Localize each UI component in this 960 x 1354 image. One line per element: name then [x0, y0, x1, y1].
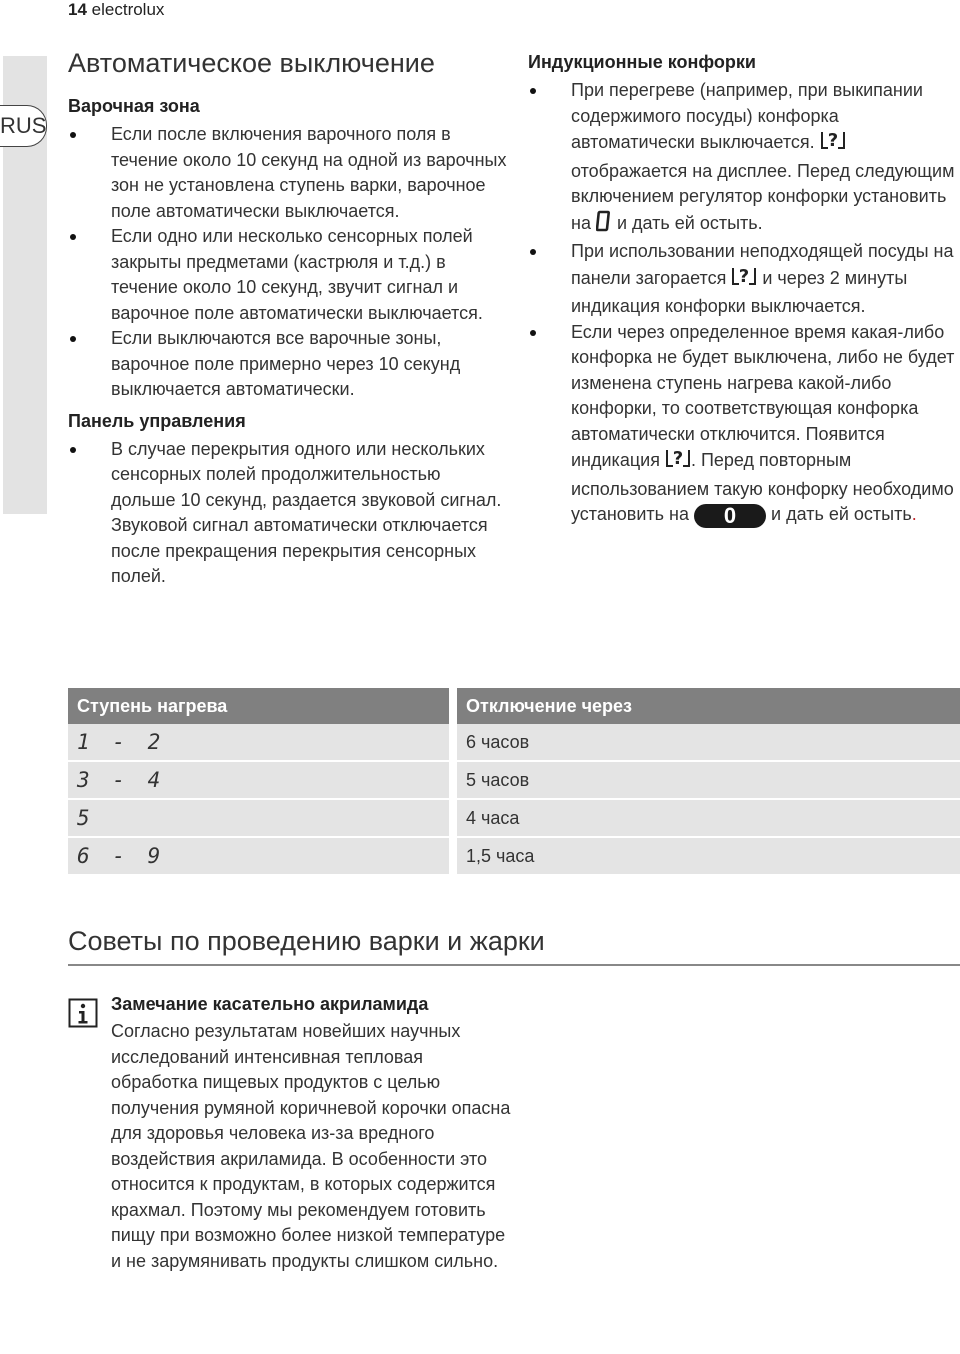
heat-level-cell: 5	[68, 799, 453, 837]
svg-text:?: ?	[827, 130, 838, 151]
right-column	[528, 50, 960, 528]
left-column	[68, 94, 508, 590]
cooking-zone-list	[68, 122, 508, 403]
off-after-cell: 6 часов	[453, 724, 960, 761]
induction-list	[528, 78, 960, 528]
unsuitable-cookware-icon	[731, 265, 757, 295]
heat-level-cell: 1 - 2	[68, 724, 453, 761]
brand-name: electrolux	[91, 0, 165, 19]
heat-level-table	[68, 688, 960, 874]
residual-heat-warning-icon	[820, 129, 846, 159]
table-row	[68, 799, 960, 837]
info-icon	[68, 998, 98, 1033]
column-header-heat-level: Ступень нагрева	[68, 688, 453, 724]
heat-level-cell: 6 - 9	[68, 837, 453, 874]
zero-setting-key: 0	[694, 504, 766, 528]
heading-induction: Индукционные конфорки	[528, 52, 756, 72]
note-body: Согласно результатам новейших научных исследований интенсивная тепловая обработка пищевых продуктов с целью получения румяной коричневой корочки опасна для здоровья человека из-за вредного воздействия акриламида. В особенности это относится к продуктам, в которых содержится крахмал. Поэтому мы рекомендуем готовить пищу при возможно более низкой температуре и не зарумянивать продукты слишком сильно.	[111, 1021, 511, 1271]
column-header-off-after: Отключение через	[453, 688, 960, 724]
page-number: 14	[68, 0, 87, 19]
off-after-cell: 4 часа	[453, 799, 960, 837]
section-title-auto-off: Автоматическое выключение	[68, 48, 435, 78]
svg-text:?: ?	[672, 448, 684, 469]
acrylamide-note	[111, 994, 511, 1274]
heat-level-cell: 3 - 4	[68, 761, 453, 799]
list-item: В случае перекрытия одного или нескольких сенсорных полей продолжительностью дольше 10 секунд, раздается звуковой сигнал. Звуковой сигнал автоматически отключается после прекращения перекрытия сенсорных полей.	[68, 437, 508, 590]
page-header	[68, 0, 164, 20]
table-row	[68, 837, 960, 874]
segment-zero-icon	[596, 210, 612, 240]
list-item: Если после включения варочного поля в течение около 10 секунд на одной из варочных зон не установлена ступень варки, варочное поле автоматически выключается.	[68, 122, 508, 224]
section-title-tips: Советы по проведению варки и жарки	[68, 926, 545, 956]
auto-off-indicator-icon	[665, 447, 691, 477]
heading-cooking-zone: Варочная зона	[68, 96, 200, 116]
list-item: Если через определенное время какая-либо конфорка не будет выключена, либо не будет изменена ступень нагрева какой-либо конфорки, то соответствующая конфорка автоматически отключится. Появится индикация ? . Перед повторным использованием такую конфорку необходимо установить на 0 и дать ей остыть.	[528, 320, 960, 529]
off-after-cell: 5 часов	[453, 761, 960, 799]
list-item: При использовании неподходящей посуды на панели загорается ? и через 2 минуты индикация конфорки выключается.	[528, 239, 960, 320]
table-row	[68, 724, 960, 761]
list-item: Если одно или несколько сенсорных полей закрыты предметами (кастрюля и т.д.) в течение около 10 секунд, звучит сигнал и варочное поле автоматически выключается.	[68, 224, 508, 326]
language-tab: RUS	[0, 105, 47, 147]
list-item: Если выключаются все варочные зоны, варочное поле примерно через 10 секунд выключается автоматически.	[68, 326, 508, 403]
svg-text:?: ?	[739, 265, 750, 287]
heading-control-panel: Панель управления	[68, 410, 246, 431]
table-header-row	[68, 688, 960, 724]
list-item: При перегреве (например, при выкипании содержимого посуды) конфорка автоматически выключается. ? отображается на дисплее. Перед следующим включением регулятор конфорки установить на и дать ей остыть.	[528, 78, 960, 239]
off-after-cell: 1,5 часа	[453, 837, 960, 874]
note-heading: Замечание касательно акриламида	[111, 994, 429, 1014]
control-panel-list	[68, 437, 508, 590]
table-row	[68, 761, 960, 799]
section-divider	[68, 964, 960, 966]
